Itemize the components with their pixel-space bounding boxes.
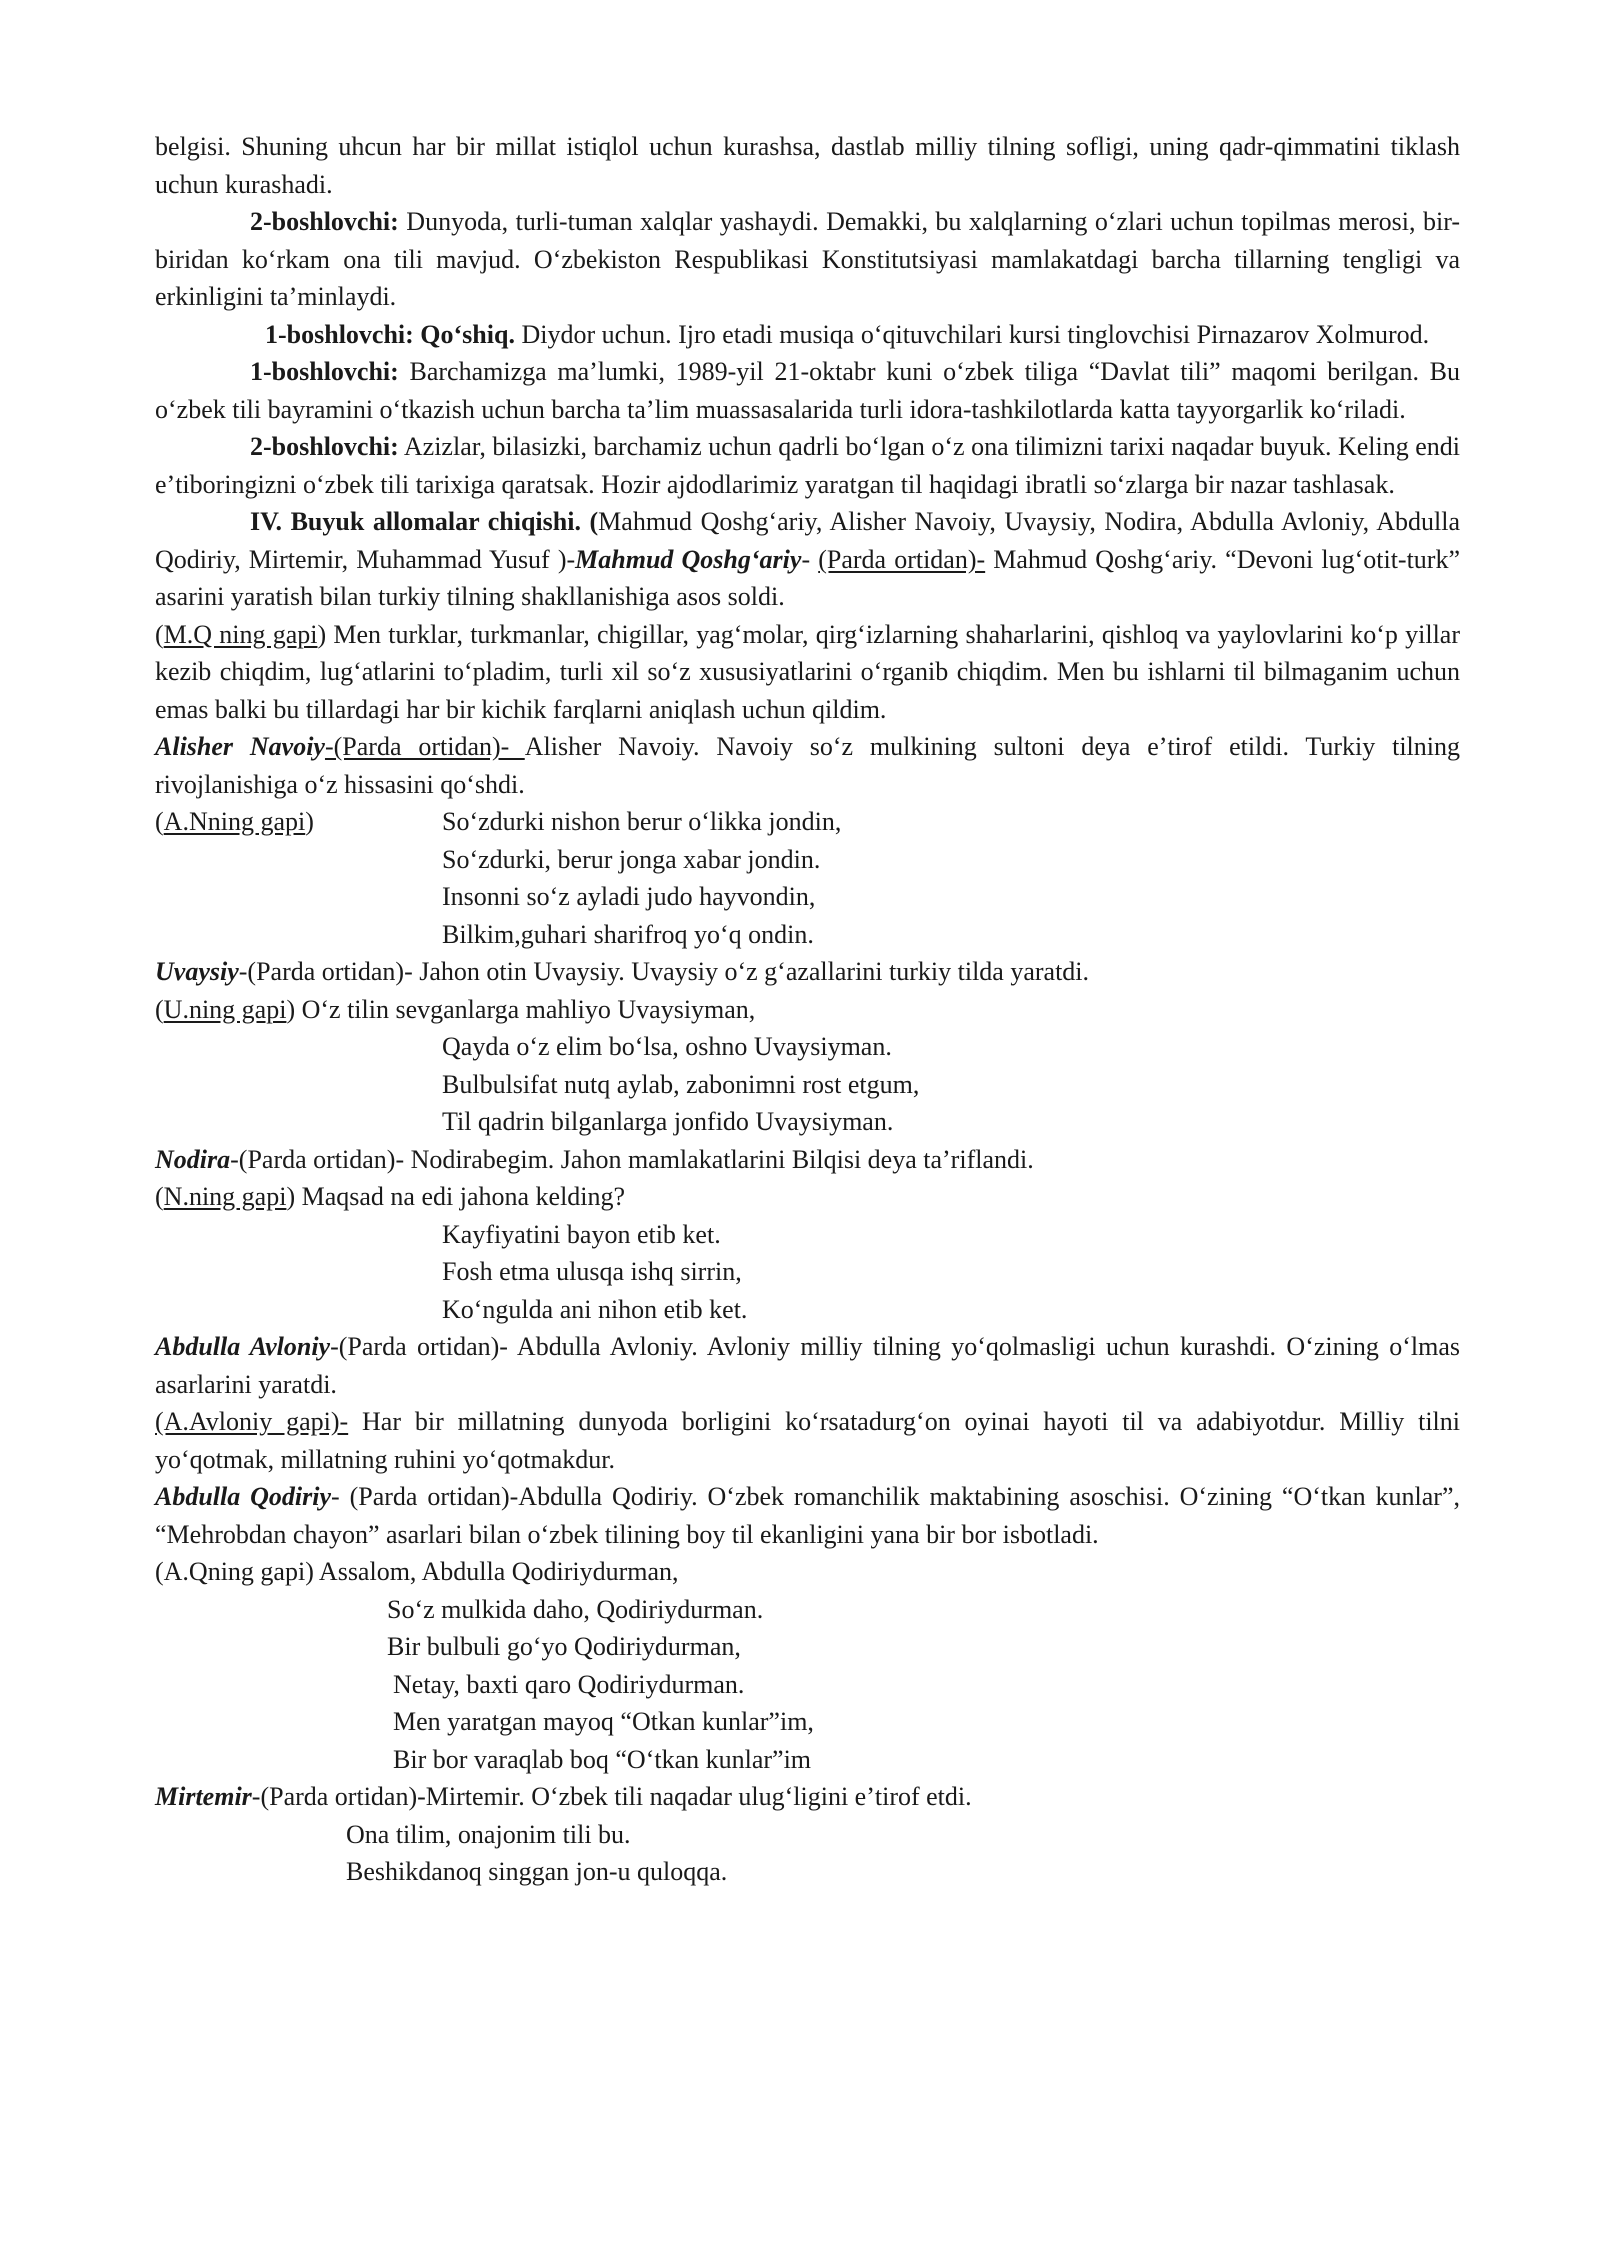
paragraph-avloniy-speech — [155, 1403, 1460, 1478]
paragraph-intro: belgisi. Shuning uhcun har bir millat istiqlol uchun kurashsa, dastlab milliy tilning sofligi, uning qadr-qimmatini tiklash uchun kurashadi. — [155, 132, 1460, 199]
paragraph-host2-history — [155, 428, 1460, 503]
paragraph-text: Dunyoda, turli-tuman xalqlar yashaydi. Demakki, bu xalqlarning oʻzlari uchun topilmas merosi, bir-biridan koʻrkam ona tili mavjud. Oʻzbekiston Respublikasi Konstitutsiyasi mamlakatdagi barcha tillarning tengligi va erkinligini taʼminlaydi. — [155, 207, 1460, 311]
paragraph-text: Men turklar, turkmanlar, chigillar, yagʻmolar, qirgʻizlarning shaharlarini, qishloq va yaylovlarini koʻp yillar kezib chiqdim, lugʻatlarini toʻpladim, turli xil soʻz xususiyatlarini oʻrganib chiqdim. Men bu ishlarni til bilmaganim uchun emas balki bu tillardagi har bir kichik farqlarni aniqlash uchun qildim. — [155, 619, 1460, 724]
speaker-label: 2-boshlovchi: — [250, 432, 399, 461]
paragraph-mirtemir — [155, 1778, 1460, 1816]
section-heading: IV. Buyuk allomalar chiqishi. ( — [250, 507, 599, 536]
verse-line: Soʻzdurki, berur jonga xabar jondin. — [442, 844, 821, 874]
speech-tag: (A.Avloniy gapi)- — [155, 1407, 349, 1436]
speech-tag: (U.ning gapi) — [155, 994, 296, 1024]
dash-text: - — [801, 544, 819, 574]
verse-line: Soʻz mulkida daho, Qodiriydurman. — [387, 1594, 764, 1624]
paragraph-host2-peoples — [155, 203, 1460, 316]
paragraph-text: Mahmud Qoshgʻariy. “Devoni lugʻotit-turk” asarini yaratish bilan turkiy tilning shakllanishiga asos soldi. — [155, 544, 1460, 611]
paragraph-qodiriy — [155, 1478, 1460, 1553]
scholar-name: Alisher Navoiy — [155, 732, 325, 761]
paragraph-nodira — [155, 1141, 1460, 1179]
verse-line: (U.ning gapi) Oʻz tilin sevganlarga mahliyo Uvaysiyman, — [155, 994, 756, 1024]
verse-line: Bulbulsifat nutq aylab, zabonimni rost etgum, — [442, 1069, 920, 1099]
paragraph-uvaysiy — [155, 953, 1460, 991]
verse-line: Kayfiyatini bayon etib ket. — [442, 1219, 721, 1249]
speech-tag: (A.Nning gapi) — [155, 807, 314, 836]
section-heading-scholars — [155, 503, 1460, 616]
parda-note: -(Parda ortidan)- — [324, 732, 525, 761]
scholar-name: Nodira — [155, 1144, 231, 1174]
verse-line: Til qadrin bilganlarga jonfido Uvaysiyman. — [442, 1107, 894, 1136]
speaker-label: 2-boshlovchi: — [250, 207, 399, 236]
verse-line: Bir bor varaqlab boq “Oʻtkan kunlar”im — [393, 1744, 812, 1774]
paragraph-text: Alisher Navoiy. Navoiy soʻz mulkining sultoni deya eʼtirof etildi. Turkiy tilning rivojlanishiga oʻz hissasini qoʻshdi. — [155, 732, 1460, 799]
paragraph-text: -(Parda ortidan)- Nodirabegim. Jahon mamlakatlarini Bilqisi deya taʼriflandi. — [230, 1144, 1034, 1174]
paragraph-navoiy — [155, 728, 1460, 803]
paragraph-host1-song — [155, 316, 1460, 354]
paragraph-text: Barchamizga maʼlumki, 1989-yil 21-oktabr kuni oʻzbek tiliga “Davlat tili” maqomi berilgan. Bu oʻzbek tili bayramini oʻtkazish uchun barcha taʼlim muassasalarida turli idora-tashkilotlarda katta tayyorgarlik koʻriladi. — [155, 357, 1460, 424]
parda-note: (Parda ortidan)- — [818, 544, 986, 574]
verse-line: (A.Nning gapi) Soʻzdurki nishon berur oʻlikka jondin, — [155, 803, 1460, 841]
paragraph-text: Har bir millatning dunyoda borligini koʻrsatadurgʻon oyinai hayoti til va adabiyotdur. Milliy tilni yoʻqotmak, millatning ruhini yoʻqotmakdur. — [155, 1407, 1461, 1474]
speaker-label: 1-boshlovchi: — [250, 357, 399, 386]
paragraph-text: -(Parda ortidan)- Jahon otin Uvaysiy. Uvaysiy oʻz gʻazallarini turkiy tilda yaratdi. — [238, 957, 1090, 986]
verse-line: (N.ning gapi) Maqsad na edi jahona kelding? — [155, 1182, 626, 1211]
paragraph-host1-state-language — [155, 353, 1460, 428]
paragraph-text: Azizlar, bilasizki, barchamiz uchun qadrli boʻlgan oʻz ona tilimizni tarixi naqadar buyuk. Keling endi eʼtiboringizni oʻzbek tili tarixiga qaratsak. Hozir ajdodlarimiz yaratgan til haqidagi ibratli soʻzlarga bir nazar tashlasak. — [155, 432, 1460, 499]
paragraph-text: -(Parda ortidan)- Abdulla Avloniy. Avloniy milliy tilning yoʻqolmasligi uchun kurashdi. Oʻzining oʻlmas asarlarini yaratdi. — [155, 1332, 1460, 1399]
document-page — [155, 128, 1460, 1891]
scholar-name: Uvaysiy — [155, 957, 239, 986]
verse-line: Ona tilim, onajonim tili bu. — [346, 1819, 631, 1849]
verse-line: Qayda oʻz elim boʻlsa, oshno Uvaysiyman. — [442, 1032, 892, 1061]
scholar-name: Abdulla Avloniy — [155, 1332, 331, 1361]
speech-tag: (N.ning gapi) — [155, 1182, 296, 1211]
paragraph-text: -(Parda ortidan)-Mirtemir. Oʻzbek tili naqadar ulugʻligini eʼtirof etdi. — [251, 1782, 972, 1811]
paragraph-mq-speech: (M.Q ning gapi) Men turklar, turkmanlar, chigillar, yagʻmolar, qirgʻizlarning shaharlarini, qishloq va yaylovlarini koʻp yillar kezib chiqdim, lugʻatlarini toʻpladim, turli xil soʻz xususiyatlarini oʻrganib chiqdim. Men bu ishlarni til bilmaganim uchun emas balki bu tillardagi har bir kichik farqlarni aniqlash uchun qildim. — [155, 619, 1460, 724]
verse-line: Koʻngulda ani nihon etib ket. — [442, 1294, 748, 1324]
speech-tag: M.Q ning gapi — [163, 619, 318, 649]
verse-line: Bir bulbuli goʻyo Qodiriydurman, — [387, 1632, 741, 1661]
paragraph-text: Diydor uchun. Ijro etadi musiqa oʻqituvchilari kursi tinglovchisi Pirnazarov Xolmurod. — [514, 319, 1430, 349]
scholar-name: Mirtemir — [155, 1782, 252, 1811]
verse-line: Fosh etma ulusqa ishq sirrin, — [442, 1257, 742, 1286]
scholar-name: Abdulla Qodiriy — [155, 1482, 332, 1511]
scholar-name: Mahmud Qoshgʻariy — [575, 544, 802, 574]
paragraph-avloniy — [155, 1328, 1460, 1403]
paragraph-text: - (Parda ortidan)-Abdulla Qodiriy. Oʻzbek romanchilik maktabining asoschisi. Oʻzining “Oʻtkan kunlar”, “Mehrobdan chayon” asarlari bilan oʻzbek tilining boy til ekanligini yana bir bor isbotladi. — [155, 1482, 1460, 1549]
verse-line: (A.Qning gapi) Assalom, Abdulla Qodiriydurman, — [155, 1557, 679, 1586]
speaker-label: 1-boshlovchi: Qoʻshiq. — [265, 319, 515, 349]
verse-line: Insonni soʻz ayladi judo hayvondin, — [442, 882, 816, 911]
verse-line: Beshikdanoq singgan jon-u quloqqa. — [346, 1857, 728, 1886]
verse-line: Bilkim,guhari sharifroq yoʻq ondin. — [442, 919, 814, 949]
scholar-list: Mahmud Qoshgʻariy, Alisher Navoiy, Uvaysiy, Nodira, Abdulla Avloniy, Abdulla Qodiriy, Mirtemir, Muhammad Yusuf )- — [155, 507, 1461, 574]
verse-line: Men yaratgan mayoq “Otkan kunlar”im, — [393, 1707, 814, 1736]
verse-line: Netay, baxti qaro Qodiriydurman. — [393, 1669, 745, 1699]
